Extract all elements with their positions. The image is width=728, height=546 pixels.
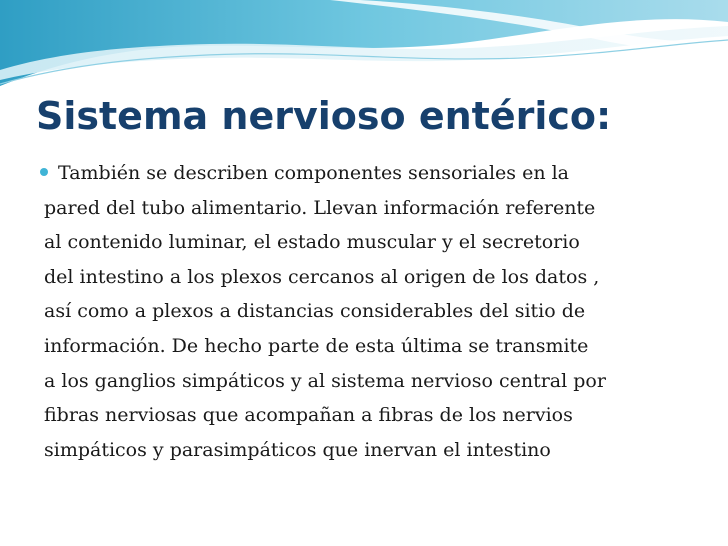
header-wave-decoration — [0, 0, 728, 90]
slide-title: Sistema nervioso entérico: — [36, 94, 612, 138]
paragraph-line-5: así como a plexos a distancias considerables del sitio de — [44, 300, 586, 323]
bullet-icon — [40, 168, 48, 176]
paragraph-line-6: información. De hecho parte de esta última se transmite — [44, 334, 589, 357]
paragraph-line-3: al contenido luminar, el estado muscular y el secretorio — [44, 231, 580, 254]
slide-body-text — [44, 156, 704, 467]
paragraph-line-1-text: También se describen componentes sensoriales en la — [58, 162, 570, 184]
paragraph-line-4: del intestino a los plexos cercanos al origen de los datos , — [44, 265, 600, 288]
paragraph-line-1 — [44, 156, 704, 191]
paragraph-line-9: simpáticos y parasimpáticos que inervan el intestino — [44, 438, 551, 461]
paragraph-line-7: a los ganglios simpáticos y al sistema nervioso central por — [44, 369, 606, 392]
paragraph-line-2: pared del tubo alimentario. Llevan información referente — [44, 196, 596, 219]
paragraph-line-8: fibras nerviosas que acompañan a fibras de los nervios — [44, 404, 573, 427]
